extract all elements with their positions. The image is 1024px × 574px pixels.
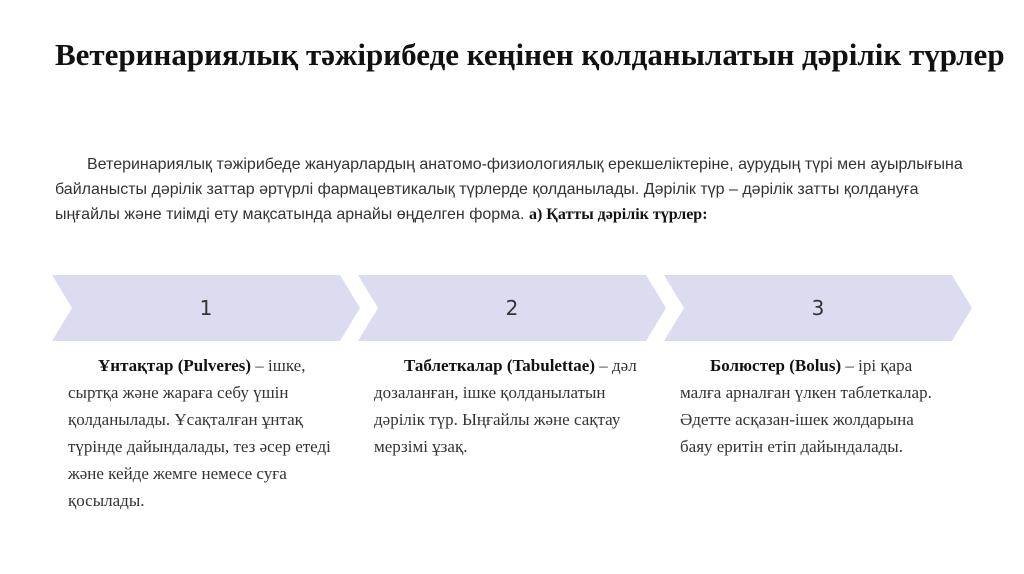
intro-bold-heading: а) Қатты дәрілік түрлер: [528, 206, 708, 223]
intro-text: Ветеринариялық тәжірибеде жануарлардың анатомо-физиологиялық ерекшеліктеріне, аурудың түрі мен ауырлығына байланысты дәрілік заттар әртүрлі фармацевтикалық түрлерде қолданылады. Дәрілік түр – дәрілік затты қолдануға ыңғайлы және тиімді ету мақсатында арнайы өңделген форма. [55, 156, 963, 223]
step-1-number: 1 [199, 296, 213, 320]
intro-paragraph [55, 152, 980, 227]
step-2-term: Таблеткалар (Tabulettae) [404, 356, 596, 375]
step-1-term: Ұнтақтар (Pulveres) [98, 356, 252, 375]
step-3-description: – ірі қара малға арналған үлкен таблеткалар. Әдетте асқазан-ішек жолдарына баяу еритін етіп дайындалады. [680, 356, 932, 456]
step-3-card [680, 352, 948, 460]
step-3-term: Болюстер (Bolus) [710, 356, 842, 375]
step-3-number: 3 [811, 296, 825, 320]
step-2-card [374, 352, 642, 460]
step-2-number: 2 [505, 296, 519, 320]
process-chevrons [52, 275, 972, 341]
step-2-description: – дәл дозаланған, ішке қолданылатын дәрілік түр. Ыңғайлы және сақтау мерзімі ұзақ. [374, 356, 637, 456]
step-1-card [68, 352, 336, 514]
slide-title: Ветеринариялық тәжірибеде кеңінен қолданылатын дәрілік түрлер [55, 37, 1005, 72]
step-1-description: – ішке, сыртқа және жараға себу үшін қолданылады. Ұсақталған ұнтақ түрінде дайындалады, тез әсер етеді және кейде жемге немесе суға қосылады. [68, 356, 331, 510]
